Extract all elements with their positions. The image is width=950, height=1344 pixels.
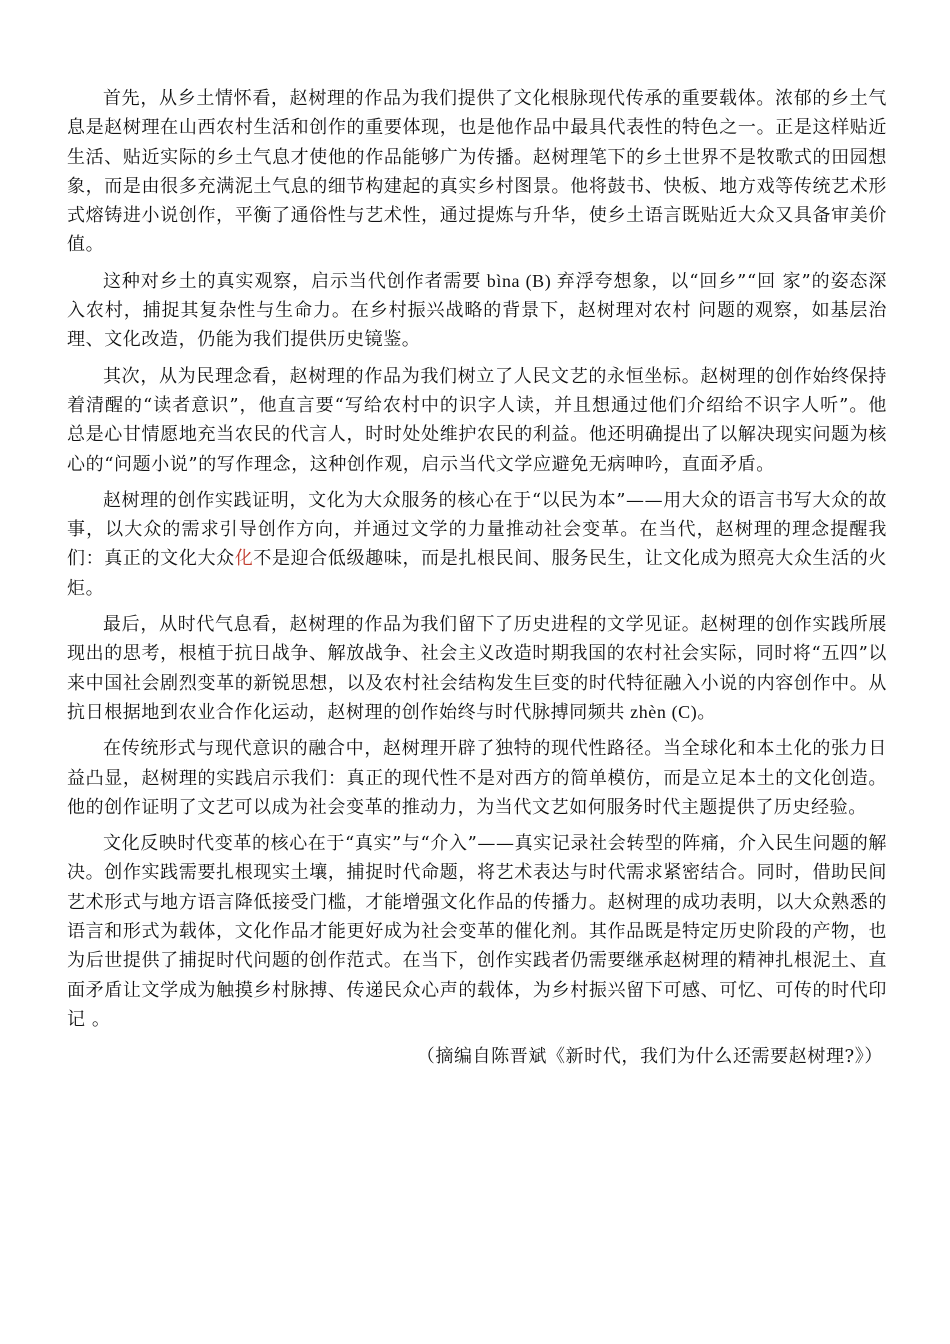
paragraph-3: 其次，从为民理念看，赵树理的作品为我们树立了人民文艺的永恒坐标。赵树理的创作始终保持着清醒的“读者意识”，他直言要“写给农村中的识字人读，并且想通过他们介绍给不识字人听”。他总是心甘情愿地充当农民的代言人，时时处处维护农民的利益。他还明确提出了以解决现实问题为核心的“问题小说”的写作理念，这种创作观，启示当代文学应避免无病呻吟，直面矛盾。 bbox=[67, 365, 887, 475]
highlighted-char: 化 bbox=[234, 548, 254, 570]
paragraph-4: 赵树理的创作实践证明，文化为大众服务的核心在于“以民为本”——用大众的语言书写大众的故事，以大众的需求引导创作方向，并通过文学的力量推动社会变革。在当代，赵树理的理念提醒我们：真正的文化大众化不是迎合低级趣味，而是扎根民间、服务民生，让文化成为照亮大众生活的火炬。 bbox=[67, 489, 887, 599]
pinyin-blank-c: zhèn (C) bbox=[625, 701, 698, 722]
source-citation: （摘编自陈晋斌《新时代，我们为什么还需要赵树理?》） bbox=[416, 1046, 883, 1068]
article-body bbox=[67, 84, 887, 1072]
paragraph-1: 首先，从乡土情怀看，赵树理的作品为我们提供了文化根脉现代传承的重要载体。浓郁的乡土气息是赵树理在山西农村生活和创作的重要体现，也是他作品中最具代表性的特色之一。正是这样贴近生活、贴近实际的乡土气息才使他的作品能够广为传播。赵树理笔下的乡土世界不是牧歌式的田园想象，而是由很多充满泥土气息的细节构建起的真实乡村图景。他将鼓书、快板、地方戏等传统艺术形式熔铸进小说创作，平衡了通俗性与艺术性，通过提炼与升华，使乡土语言既贴近大众又具备审美价值。 bbox=[67, 88, 887, 256]
paragraph-2: 这种对乡土的真实观察，启示当代创作者需要 bìna (B) 弃浮夸想象，以“回乡”“回 家”的姿态深入农村，捕捉其复杂性与生命力。在乡村振兴战略的背景下，赵树理对农村 问题的观察，如基层治理、文化改造，仍能为我们提供历史镜鉴。 bbox=[67, 270, 888, 351]
pinyin-blank-b: bìna (B) bbox=[481, 270, 557, 291]
paragraph-5: 最后，从时代气息看，赵树理的作品为我们留下了历史进程的文学见证。赵树理的创作实践所展现出的思考，根植于抗日战争、解放战争、社会主义改造时期我国的农村社会实际，同时将“五四”以来中国社会剧烈变革的新锐思想，以及农村社会结构发生巨变的时代特征融入小说的内容创作中。从抗日根据地到农业合作化运动，赵树理的创作始终与时代脉搏同频共 zhèn (C)。 bbox=[67, 614, 887, 723]
paragraph-6: 在传统形式与现代意识的融合中，赵树理开辟了独特的现代性路径。当全球化和本土化的张力日益凸显，赵树理的实践启示我们：真正的现代性不是对西方的简单模仿，而是立足本土的文化创造。他的创作证明了文艺可以成为社会变革的推动力，为当代文艺如何服务时代主题提供了历史经验。 bbox=[67, 738, 887, 818]
paragraph-7: 文化反映时代变革的核心在于“真实”与“介入”——真实记录社会转型的阵痛，介入民生问题的解决。创作实践需要扎根现实土壤，捕捉时代命题，将艺术表达与时代需求紧密结合。同时，借助民间艺术形式与地方语言降低接受门槛，才能增强文化作品的传播力。赵树理的成功表明，以大众熟悉的语言和形式为载体，文化作品才能更好成为社会变革的催化剂。其作品既是特定历史阶段的产物，也为后世提供了捕捉时代问题的创作范式。在当下，创作实践者仍需要继承赵树理的精神扎根泥土、直面矛盾让文学成为触摸乡村脉搏、传递民众心声的载体，为乡村振兴留下可感、可忆、可传的时代印记 。 bbox=[67, 833, 887, 1030]
